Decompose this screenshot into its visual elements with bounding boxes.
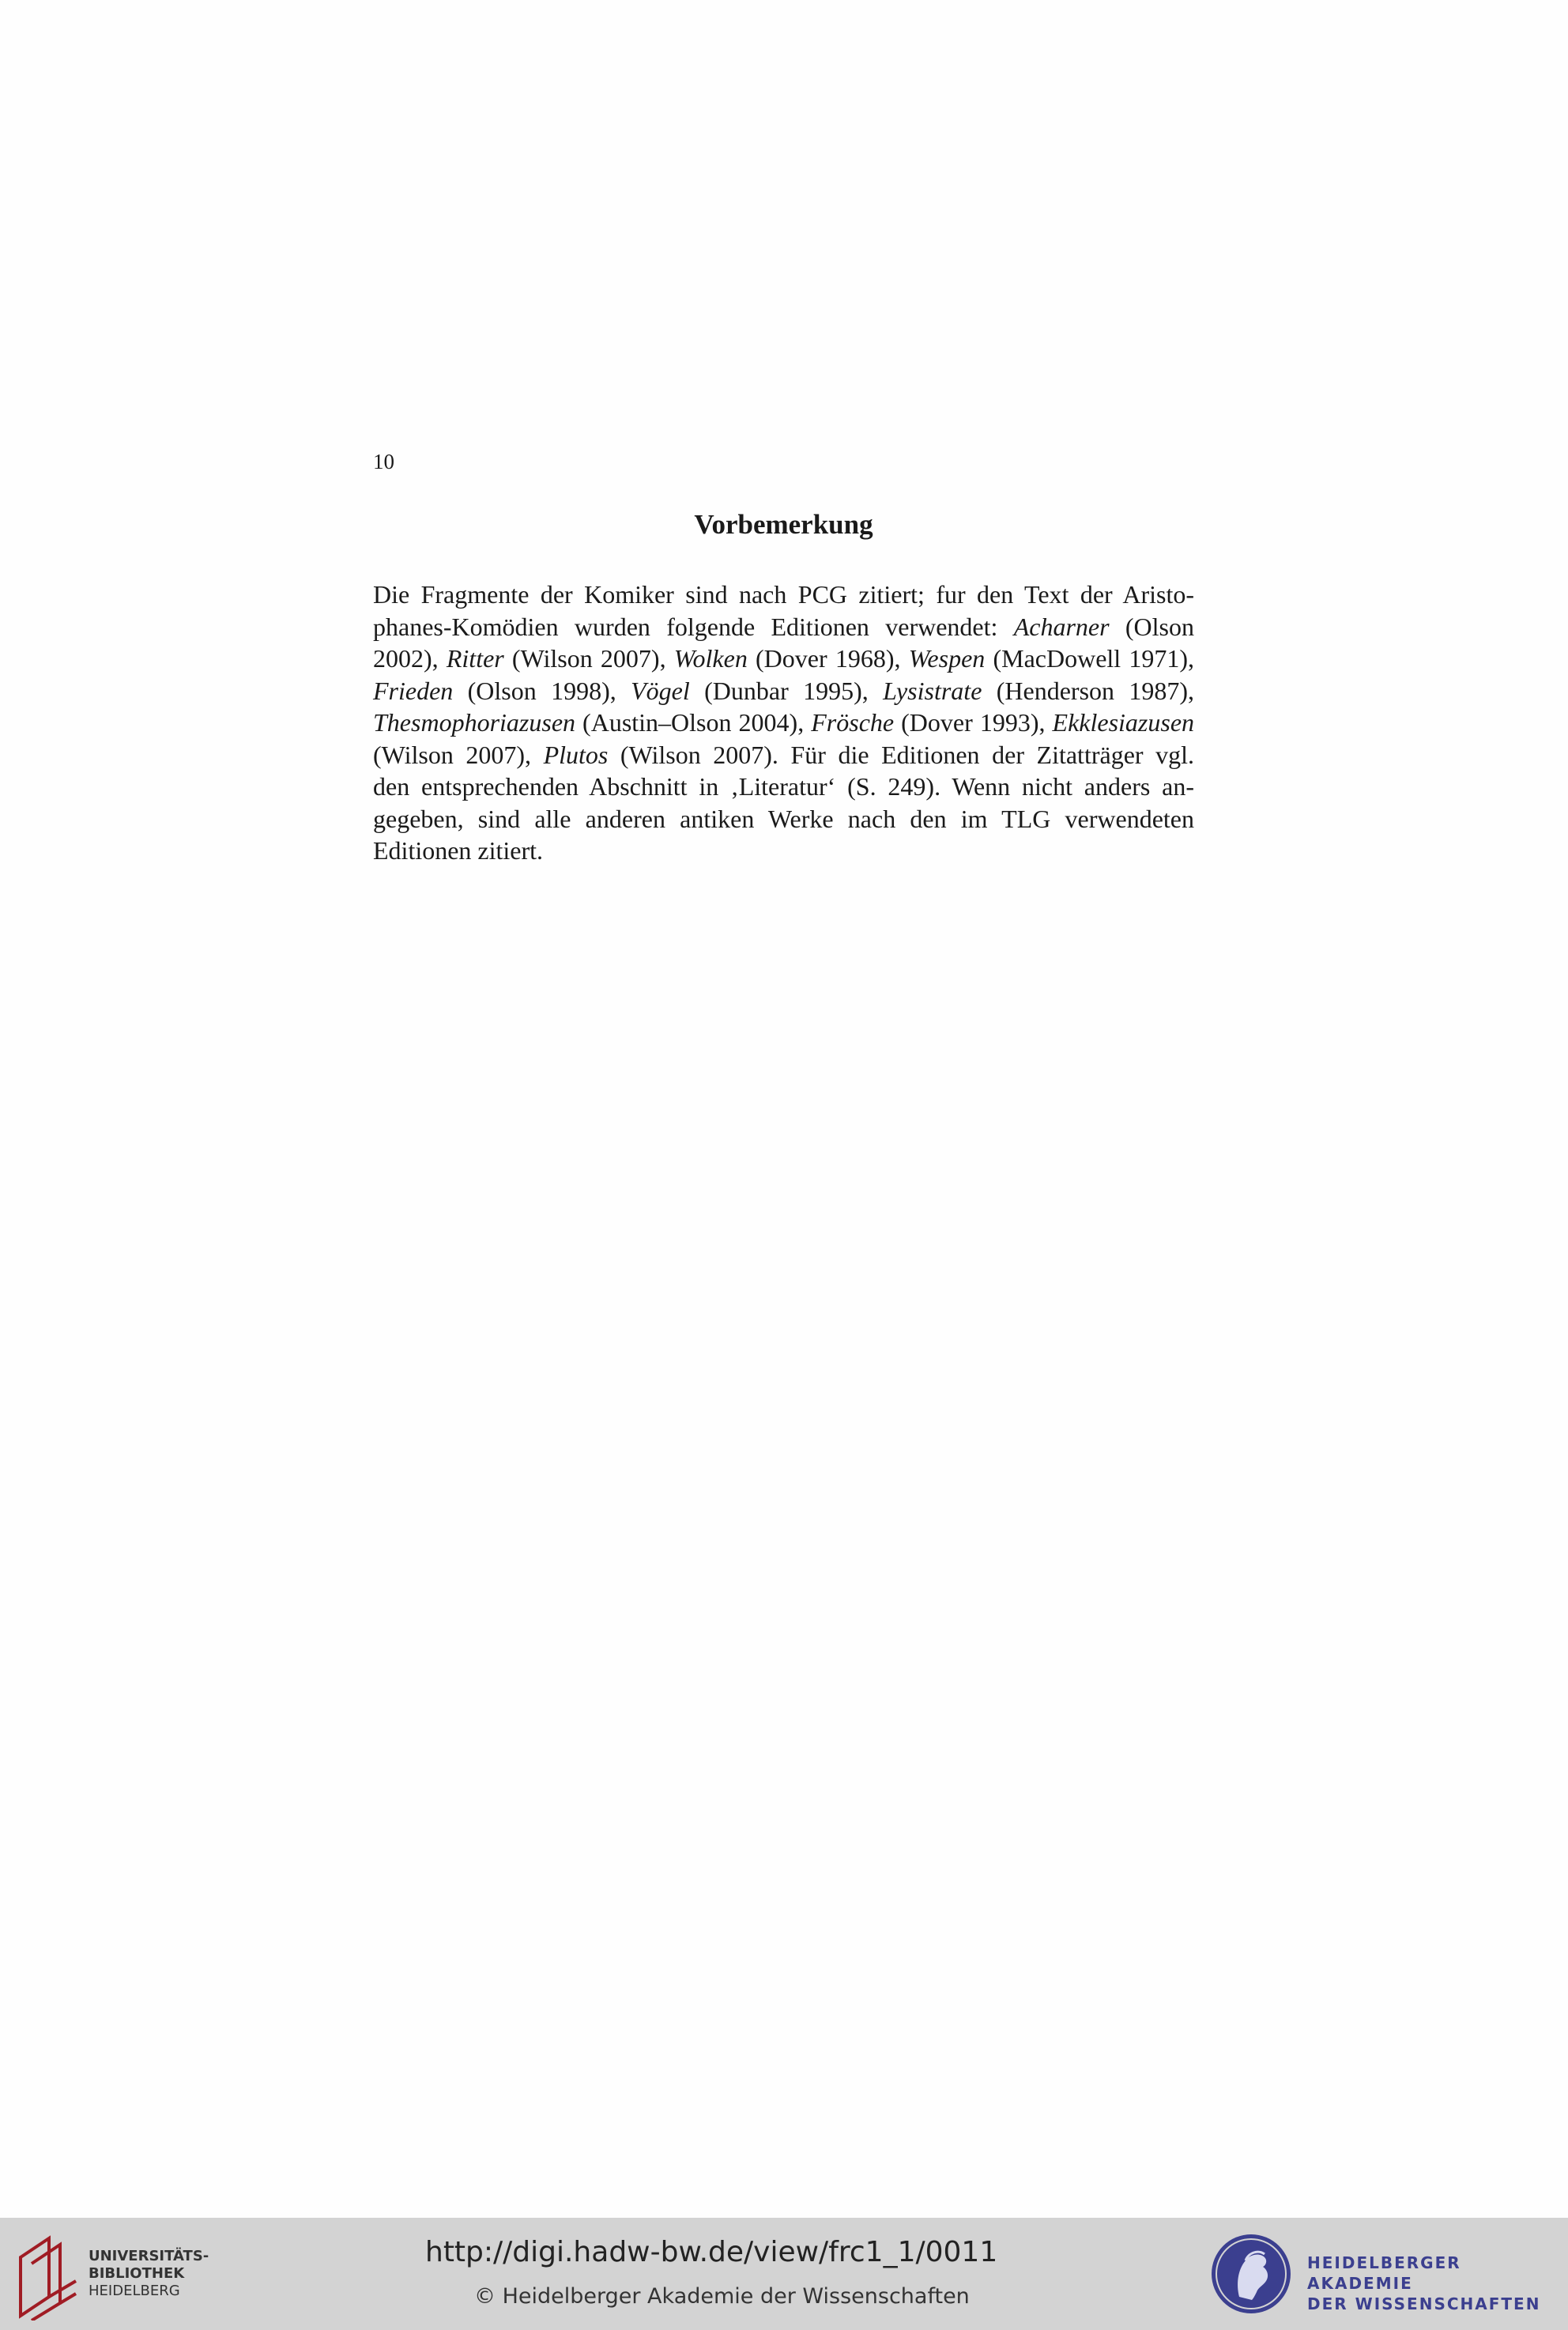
text-line: Editionen zitiert. bbox=[373, 836, 544, 865]
text-line: gegeben, sind alle anderen antiken Werke nach den im TLG verwendeten bbox=[373, 804, 1194, 833]
text-line: phanes-Komödien wurden folgende Editionen verwendet: Acharner (Olson bbox=[373, 612, 1195, 641]
text-line: (Wilson 2007), Plutos (Wilson 2007). Für die Editionen der Zitatträger vgl. bbox=[373, 740, 1195, 769]
text-line: Frieden (Olson 1998), Vögel (Dunbar 1995), Lysistrate (Henderson 1987), bbox=[373, 676, 1195, 705]
academy-name: HEIDELBERGER AKADEMIE DER WISSENSCHAFTEN bbox=[1307, 2253, 1541, 2313]
body-paragraph bbox=[373, 579, 1194, 867]
copyright-notice: © Heidelberger Akademie der Wissenschaften bbox=[474, 2284, 970, 2309]
footer-bar bbox=[0, 2218, 1568, 2330]
page-number: 10 bbox=[373, 450, 394, 473]
page-heading: Vorbemerkung bbox=[694, 509, 873, 540]
text-line: Thesmophoriazusen (Austin–Olson 2004), Frösche (Dover 1993), Ekklesiazusen bbox=[373, 708, 1195, 737]
source-url-link[interactable]: http://digi.hadw-bw.de/view/frc1_1/0011 bbox=[425, 2236, 998, 2268]
academy-seal-icon bbox=[1209, 2232, 1293, 2316]
university-library-name: UNIVERSITÄTS- BIBLIOTHEK HEIDELBERG bbox=[89, 2248, 209, 2299]
text-line: Die Fragmente der Komiker sind nach PCG zitiert; fur den Text der Aristo- bbox=[373, 580, 1194, 609]
text-line: 2002), Ritter (Wilson 2007), Wolken (Dover 1968), Wespen (MacDowell 1971), bbox=[373, 644, 1195, 673]
text-line: den entsprechenden Abschnitt in ‚Literatur‘ (S. 249). Wenn nicht anders an- bbox=[373, 772, 1194, 801]
